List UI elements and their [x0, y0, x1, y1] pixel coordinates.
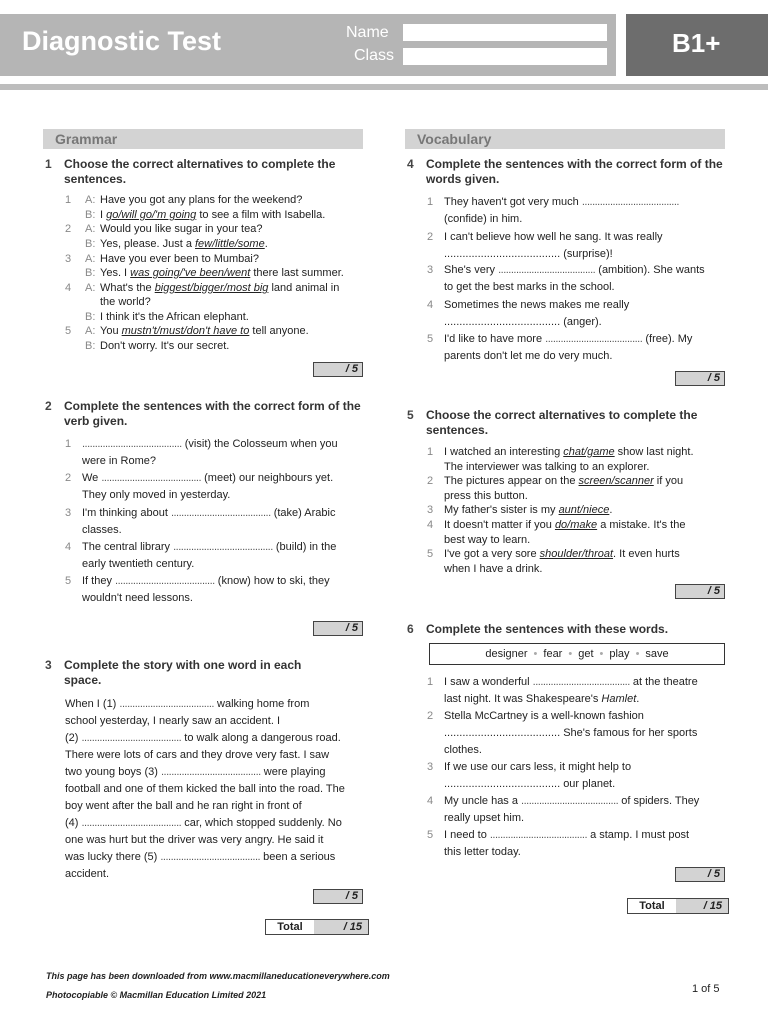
item-text: (know) how to ski, they — [217, 575, 330, 587]
name-field[interactable] — [403, 24, 607, 41]
answer-blank[interactable]: ..................................... — [119, 698, 214, 710]
item-text: ...................................... our planet. — [444, 778, 616, 790]
item-text — [65, 782, 345, 797]
item-text — [444, 349, 612, 364]
item-text — [444, 675, 698, 690]
item-text: to see a film with Isabella. — [196, 209, 326, 221]
item-text — [444, 547, 680, 562]
item-number: 5 — [427, 548, 434, 560]
item-number: 2 — [65, 472, 72, 484]
item-text: clothes. — [444, 744, 482, 756]
item-text — [65, 748, 329, 763]
item-text — [444, 692, 639, 707]
answer-blank[interactable]: ....................................... — [81, 732, 182, 744]
answer-blank[interactable]: ...................................... — [498, 264, 596, 276]
item-number: 5 — [427, 829, 434, 841]
item-text — [444, 212, 522, 227]
item-text — [444, 743, 482, 758]
total-label: Total — [266, 920, 314, 934]
item-text: My uncle has a — [444, 795, 522, 807]
question-6-score-box[interactable]: / 5 — [675, 867, 725, 882]
vocabulary-total-box[interactable] — [627, 898, 729, 914]
item-text — [65, 765, 326, 780]
item-text: of spiders. They — [621, 795, 700, 807]
item-text — [65, 850, 335, 865]
item-text — [444, 263, 705, 278]
copyright-notice: Photocopiable © Macmillan Education Limited 2021 — [46, 990, 267, 1000]
item-text — [444, 562, 542, 577]
item-text: If they — [82, 575, 116, 587]
item-text: really upset him. — [444, 812, 525, 824]
item-text: I watched an interesting — [444, 446, 564, 458]
question-4-score-box[interactable]: / 5 — [675, 371, 725, 386]
grammar-total-box[interactable] — [265, 919, 369, 935]
item-text: Have you got any plans for the weekend? — [100, 194, 303, 206]
item-text: wouldn't need lessons. — [82, 592, 193, 604]
item-number: 2 — [427, 475, 434, 487]
word-bank-word: fear — [543, 648, 563, 660]
item-text — [100, 324, 309, 339]
item-text — [100, 266, 344, 281]
answer-blank[interactable]: ....................................... — [170, 507, 271, 519]
item-text — [65, 697, 309, 712]
item-number: 4 — [427, 299, 434, 311]
item-text: there last summer. — [250, 267, 344, 279]
answer-blank[interactable]: ....................................... — [101, 472, 202, 484]
item-text: She's very — [444, 264, 499, 276]
page-number: 1 of 5 — [692, 983, 720, 995]
class-field[interactable] — [403, 48, 607, 65]
item-number: 2 — [65, 223, 72, 235]
story-text: (2) — [65, 732, 82, 744]
item-text: (ambition). She wants — [598, 264, 705, 276]
item-text: early twentieth century. — [82, 558, 195, 570]
item-text: I've got a very sore — [444, 548, 540, 560]
item-text: Would you like sugar in your tea? — [100, 223, 263, 235]
grammar-section-header: Grammar — [43, 129, 363, 149]
item-number: 3 — [427, 504, 434, 516]
item-text: (confide) in him. — [444, 213, 523, 225]
item-text — [82, 540, 336, 555]
item-text: I need to — [444, 829, 490, 841]
answer-blank[interactable]: ...................................... — [521, 795, 619, 807]
item-number: 4 — [427, 795, 434, 807]
speaker-label: A: — [85, 223, 96, 235]
word-bank-word: play — [609, 648, 630, 660]
item-number: 2 — [427, 710, 434, 722]
item-number: 4 — [65, 541, 72, 553]
item-text: The interviewer was talking to an explorer. — [444, 460, 650, 473]
answer-options[interactable]: aunt/niece — [558, 504, 610, 516]
question-5-score-box[interactable]: / 5 — [675, 584, 725, 599]
item-text: Don't worry. It's our secret. — [100, 340, 230, 352]
word-bank-word: save — [645, 648, 669, 660]
answer-options[interactable]: screen/scanner — [578, 475, 654, 487]
item-text — [444, 332, 692, 347]
word-bank-word: designer — [485, 648, 528, 660]
item-text: (build) in the — [275, 541, 337, 553]
answer-blank[interactable]: ....................................... — [82, 438, 182, 450]
item-text — [100, 310, 249, 325]
item-text: ...................................... She's famous for her sports — [444, 727, 698, 739]
item-text — [100, 339, 229, 354]
item-text: I can't believe how well he sang. It was really — [444, 231, 663, 243]
item-text: The central library — [82, 541, 174, 553]
answer-blank[interactable]: ....................................... — [81, 817, 182, 829]
answer-blank[interactable]: ....................................... — [115, 575, 215, 587]
item-text — [444, 298, 629, 313]
item-text: . It even hurts — [613, 548, 680, 560]
item-text: I saw a wonderful — [444, 676, 533, 688]
item-text — [444, 474, 683, 489]
item-text — [100, 252, 259, 267]
item-text — [100, 281, 339, 296]
item-text: We — [82, 472, 102, 484]
item-text: press this button. — [444, 489, 528, 502]
item-number: 1 — [427, 676, 434, 688]
download-notice: This page has been downloaded from www.macmillaneducationeverywhere.com — [46, 971, 390, 981]
vocabulary-section-header: Vocabulary — [405, 129, 725, 149]
speaker-label: A: — [85, 325, 96, 337]
item-text — [444, 518, 685, 533]
item-text: I think it's the African elephant. — [100, 311, 249, 323]
item-text: They only moved in yesterday. — [82, 489, 231, 501]
item-text: Have you ever been to Mumbai? — [100, 253, 259, 265]
item-text: Yes, please. Just a — [100, 238, 195, 250]
word-bank-word: get — [578, 648, 594, 660]
item-text — [444, 533, 530, 548]
item-number: 1 — [65, 438, 72, 450]
speaker-label: B: — [85, 311, 96, 323]
item-number: 2 — [427, 231, 434, 243]
question-3-score-box[interactable]: / 5 — [313, 889, 363, 904]
item-text: at the theatre — [632, 676, 698, 688]
bullet-separator: • — [568, 648, 573, 660]
item-text — [65, 816, 342, 831]
answer-blank[interactable]: ....................................... — [173, 541, 273, 553]
item-text: a stamp. I must post — [590, 829, 690, 841]
item-text — [100, 295, 151, 310]
item-text: ...................................... (anger). — [444, 316, 602, 328]
item-text — [444, 709, 644, 724]
story-text: accident. — [65, 868, 110, 880]
item-text — [82, 488, 230, 503]
item-text: If we use our cars less, it might help to — [444, 761, 632, 773]
item-text — [444, 845, 521, 860]
level-badge: B1+ — [672, 28, 721, 58]
item-text: My father's sister is my — [444, 504, 559, 516]
item-text — [444, 726, 697, 741]
item-text — [444, 503, 612, 518]
item-number: 5 — [65, 575, 72, 587]
speaker-label: B: — [85, 209, 96, 221]
answer-options[interactable]: mustn't/must/don't have to — [121, 325, 250, 337]
item-text — [82, 506, 335, 521]
answer-blank[interactable]: ....................................... — [160, 851, 261, 863]
item-text: You — [100, 325, 122, 337]
item-text: the world? — [100, 296, 151, 308]
item-text: Stella McCartney is a well-known fashion — [444, 710, 644, 722]
name-label: Name — [346, 24, 389, 41]
item-text — [100, 193, 302, 208]
item-text — [82, 437, 338, 452]
item-text — [82, 471, 333, 486]
item-number: 5 — [427, 333, 434, 345]
speaker-label: B: — [85, 340, 96, 352]
story-text: football and one of them kicked the ball into the road. The — [65, 783, 345, 795]
item-text — [65, 833, 323, 848]
total-value: / 15 — [676, 899, 728, 913]
item-number: 3 — [65, 253, 72, 265]
class-label: Class — [354, 47, 395, 64]
speaker-label: A: — [85, 282, 96, 294]
total-label: Total — [628, 899, 676, 913]
item-text — [444, 247, 613, 262]
answer-options[interactable]: do/make — [554, 519, 598, 531]
item-text — [444, 230, 663, 245]
question-1-score-box[interactable]: / 5 — [313, 362, 363, 377]
item-text — [444, 760, 631, 775]
item-text — [82, 454, 156, 469]
item-text: (visit) the Colosseum when you — [184, 438, 338, 450]
item-text: It doesn't matter if you — [444, 519, 555, 531]
item-text: tell anyone. — [249, 325, 309, 337]
item-text: They haven't got very much — [444, 196, 582, 208]
answer-options[interactable]: few/little/some — [195, 238, 265, 250]
item-text: show last night. — [614, 446, 694, 458]
answer-options[interactable]: biggest/bigger/most big — [154, 282, 269, 294]
story-text: boy went after the ball and he ran right in front of — [65, 800, 302, 812]
bullet-separator: • — [599, 648, 604, 660]
item-text: this letter today. — [444, 846, 521, 858]
item-text: land animal in — [268, 282, 340, 294]
item-text: ...................................... (surprise)! — [444, 248, 613, 260]
word-bank — [429, 643, 725, 665]
story-text: school yesterday, I nearly saw an accident. I — [65, 715, 281, 727]
item-text — [82, 591, 193, 606]
item-text — [82, 523, 122, 538]
item-text: I'd like to have more — [444, 333, 546, 345]
item-text: last night. It was Shakespeare's — [444, 693, 602, 705]
item-number: 1 — [65, 194, 72, 206]
item-text: when I have a drink. — [444, 562, 543, 575]
item-text: The pictures appear on the — [444, 475, 579, 487]
answer-options[interactable]: was going/'ve been/went — [130, 267, 251, 279]
item-text — [444, 489, 528, 504]
item-text — [65, 799, 302, 814]
story-text: were playing — [263, 766, 326, 778]
item-text — [444, 445, 694, 460]
answer-blank[interactable]: ...................................... — [532, 676, 630, 688]
item-text — [65, 731, 341, 746]
story-text: was lucky there (5) — [65, 851, 161, 863]
item-text: Yes. I — [100, 267, 131, 279]
item-text: a mistake. It's the — [597, 519, 686, 531]
item-number: 1 — [427, 446, 434, 458]
item-text — [100, 222, 262, 237]
story-text: car, which stopped suddenly. No — [184, 817, 342, 829]
item-text: to get the best marks in the school. — [444, 281, 615, 293]
item-text — [444, 195, 679, 210]
speaker-label: B: — [85, 238, 96, 250]
item-text — [65, 867, 109, 882]
item-text: (take) Arabic — [273, 507, 336, 519]
question-2-score-box[interactable]: / 5 — [313, 621, 363, 636]
item-text: if you — [653, 475, 684, 487]
story-text: walking home from — [217, 698, 310, 710]
item-text — [444, 460, 649, 475]
item-text — [444, 794, 699, 809]
speaker-label: A: — [85, 253, 96, 265]
answer-blank[interactable]: ....................................... — [161, 766, 261, 778]
answer-options[interactable]: chat/game — [563, 446, 615, 458]
story-text: been a serious — [263, 851, 336, 863]
item-text: . — [264, 238, 268, 250]
answer-options[interactable]: shoulder/throat — [539, 548, 614, 560]
story-text: There were lots of cars and they drove very fast. I saw — [65, 749, 330, 761]
item-text: (free). My — [645, 333, 693, 345]
item-number: 4 — [65, 282, 72, 294]
item-text — [82, 574, 330, 589]
item-text: (meet) our neighbours yet. — [204, 472, 334, 484]
bullet-separator: • — [533, 648, 538, 660]
header-divider — [0, 84, 768, 90]
answer-blank[interactable]: ...................................... — [489, 829, 588, 841]
item-text — [100, 208, 325, 223]
item-text — [65, 714, 280, 729]
story-text: one was hurt but the driver was very angry. He said it — [65, 834, 324, 846]
bullet-separator: • — [635, 648, 640, 660]
item-text — [444, 315, 602, 330]
item-text: best way to learn. — [444, 533, 531, 546]
item-text — [444, 280, 615, 295]
item-text — [100, 237, 268, 252]
total-value: / 15 — [314, 920, 368, 934]
story-text: two young boys (3) — [65, 766, 161, 778]
item-text: . — [636, 693, 640, 705]
item-number: 3 — [427, 264, 434, 276]
page-header — [0, 14, 768, 76]
item-number: 4 — [427, 519, 434, 531]
item-text: I'm thinking about — [82, 507, 171, 519]
speaker-label: A: — [85, 194, 96, 206]
item-text: I — [100, 209, 107, 221]
story-text: (4) — [65, 817, 82, 829]
answer-blank[interactable]: ...................................... — [545, 333, 643, 345]
page-title: Diagnostic Test — [22, 26, 222, 56]
item-text: Sometimes the news makes me really — [444, 299, 630, 311]
item-number: 1 — [427, 196, 434, 208]
story-text: When I (1) — [65, 698, 120, 710]
item-text — [444, 828, 689, 843]
item-text: parents don't let me do very much. — [444, 350, 613, 362]
story-text: to walk along a dangerous road. — [184, 732, 341, 744]
item-italic: Hamlet — [601, 693, 637, 705]
answer-options[interactable]: go/will go/'m going — [106, 209, 197, 221]
item-text — [444, 777, 615, 792]
answer-blank[interactable]: ...................................... — [581, 196, 679, 208]
item-text: classes. — [82, 524, 122, 536]
item-number: 3 — [65, 507, 72, 519]
item-text — [444, 811, 524, 826]
item-text — [82, 557, 194, 572]
item-text: What's the — [100, 282, 155, 294]
item-text: were in Rome? — [82, 455, 156, 467]
item-number: 5 — [65, 325, 72, 337]
item-text: . — [609, 504, 613, 516]
item-number: 3 — [427, 761, 434, 773]
speaker-label: B: — [85, 267, 96, 279]
